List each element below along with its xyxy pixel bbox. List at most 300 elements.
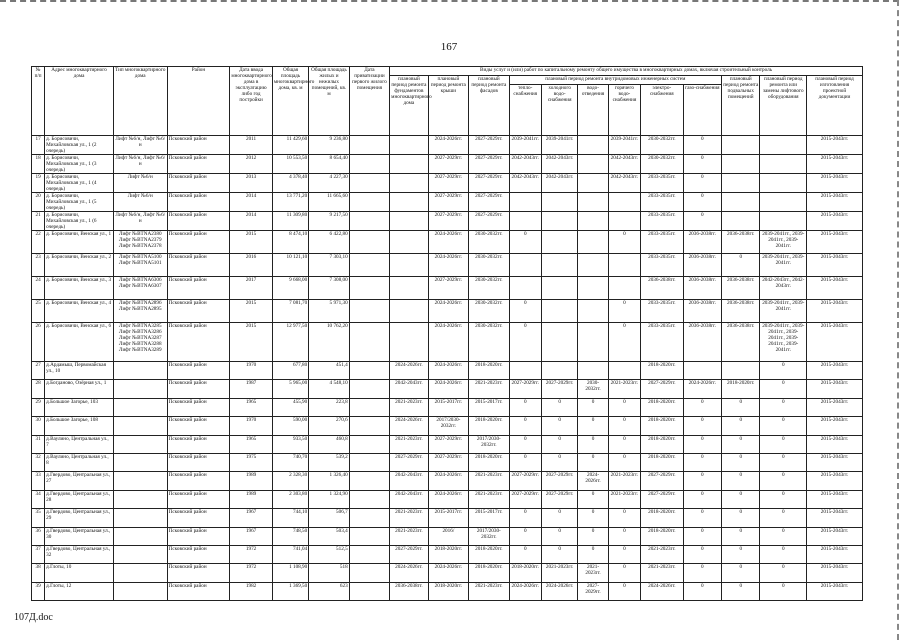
cell-total: 744,10 <box>272 509 308 527</box>
cell-total: 8 474,10 <box>272 231 308 254</box>
cell-priv <box>349 323 389 362</box>
cell-heat: 0 <box>509 545 541 563</box>
table-row <box>32 300 863 323</box>
cell-roof: 2024-2026гг. <box>428 380 468 398</box>
cell-proj: 2015-2043гг. <box>807 380 863 398</box>
cell-base: 2036-2038гг. <box>722 277 760 300</box>
cell-sewer: 0 <box>578 509 608 527</box>
cell-year: 2011 <box>230 136 273 155</box>
table-row <box>32 277 863 300</box>
cell-heat <box>509 254 541 277</box>
cell-facade: 2021-2023гг. <box>469 490 509 508</box>
table-row <box>32 527 863 545</box>
cell-district: Псковский район <box>167 362 230 380</box>
cell-base <box>722 212 760 231</box>
cell-living: 9 236,80 <box>309 136 349 155</box>
cell-gas: 0 <box>683 490 721 508</box>
cell-living: 1 324,90 <box>309 490 349 508</box>
cell-hot: 2042-2043гг. <box>608 174 640 193</box>
cell-no: 28 <box>32 380 45 398</box>
cell-facade: 2021-2023гг. <box>469 472 509 490</box>
cell-address: д. Борисовичи, Венская ул., 1 <box>45 231 114 254</box>
cell-gas: 0 <box>683 193 721 212</box>
cell-year: 2017 <box>230 277 273 300</box>
cell-year: 1972 <box>230 545 273 563</box>
cell-priv <box>349 277 389 300</box>
cell-proj: 2015-2043гг. <box>807 193 863 212</box>
col-cold-water-header: холодного водо-снабжения <box>541 85 577 136</box>
cell-base: 0 <box>722 582 760 600</box>
cell-elec: 2021-2023гг. <box>641 564 684 582</box>
cell-elec: 2033-2035гг. <box>641 254 684 277</box>
cell-sewer <box>578 193 608 212</box>
cell-cold <box>541 362 577 380</box>
cell-priv <box>349 193 389 212</box>
cell-proj: 2015-2043гг. <box>807 490 863 508</box>
cell-proj: 2015-2043гг. <box>807 300 863 323</box>
col-elevator-header: плановый период ремонта или замены лифтового оборудования <box>760 76 807 136</box>
cell-lift: 2042-2043гг., 2042-2043гг. <box>760 277 807 300</box>
cell-address: д.Глоты, 12 <box>45 582 114 600</box>
cell-facade: 2027-2029гг. <box>469 174 509 193</box>
cell-type <box>113 435 167 453</box>
cell-heat: 2027-2029гг. <box>509 380 541 398</box>
cell-living: 5 971,30 <box>309 300 349 323</box>
cell-district: Псковский район <box>167 435 230 453</box>
cell-elec: 2036-2038гг. <box>641 277 684 300</box>
cell-base: 0 <box>722 490 760 508</box>
cell-district: Псковский район <box>167 231 230 254</box>
cell-elec: 2018-2020гг. <box>641 527 684 545</box>
cell-lift: 0 <box>760 582 807 600</box>
cell-proj: 2015-2043гг. <box>807 323 863 362</box>
cell-base: 0 <box>722 527 760 545</box>
cell-living: 518 <box>309 564 349 582</box>
cell-address: д.Гвердово, Центральная ул., 30 <box>45 527 114 545</box>
cell-found <box>390 231 428 254</box>
cell-sewer <box>578 323 608 362</box>
cell-lift: 2039-2041гг., 2039-2041гг., 2039-2041гг. <box>760 231 807 254</box>
cell-address: д.Богданово, Озёрная ул., 1 <box>45 380 114 398</box>
cell-heat <box>509 193 541 212</box>
cell-district: Псковский район <box>167 155 230 174</box>
cell-sewer <box>578 212 608 231</box>
cell-elec: 2018-2020гг. <box>641 417 684 435</box>
cell-cold: 2042-2043гг. <box>541 174 577 193</box>
cell-total: 10 553,50 <box>272 155 308 174</box>
cell-facade: 2018-2020гг. <box>469 564 509 582</box>
cell-lift: 0 <box>760 527 807 545</box>
cell-living: 9 217,50 <box>309 212 349 231</box>
cell-address: д.Гвердово, Центральная ул., 27 <box>45 472 114 490</box>
cell-hot: 2021-2023гг. <box>608 380 640 398</box>
cell-year: 1987 <box>230 380 273 398</box>
capital-repair-table <box>31 66 863 601</box>
cell-found: 2021-2023гг. <box>390 398 428 416</box>
cell-base: 0 <box>722 398 760 416</box>
cell-district: Псковский район <box>167 193 230 212</box>
cell-proj: 2015-2043гг. <box>807 254 863 277</box>
cell-facade: 2018-2020гг. <box>469 362 509 380</box>
cell-priv <box>349 582 389 600</box>
cell-year: 1975 <box>230 453 273 471</box>
cell-district: Псковский район <box>167 277 230 300</box>
cell-living: 506,7 <box>309 509 349 527</box>
cell-hot: 2021-2023гг. <box>608 472 640 490</box>
cell-roof: 2024-2026гг. <box>428 231 468 254</box>
cell-facade: 2021-2023гг. <box>469 380 509 398</box>
cell-roof: 2024-2026гг. <box>428 323 468 362</box>
cell-heat: 2024-2026гг. <box>509 582 541 600</box>
col-electric-header: электро-снабжения <box>641 85 684 136</box>
cell-sewer <box>578 300 608 323</box>
cell-proj: 2015-2043гг. <box>807 231 863 254</box>
cell-base: 0 <box>722 509 760 527</box>
table-row <box>32 582 863 600</box>
cell-priv <box>349 564 389 582</box>
cell-priv <box>349 231 389 254</box>
cell-year: 1970 <box>230 417 273 435</box>
cell-district: Псковский район <box>167 472 230 490</box>
cell-roof: 2015-2017гг. <box>428 509 468 527</box>
cell-facade: 2030-2032гг. <box>469 277 509 300</box>
cell-elec: 2027-2029гг. <box>641 380 684 398</box>
cell-hot <box>608 212 640 231</box>
col-no-header: № п/п <box>32 67 45 136</box>
cell-roof: 2024-2026гг. <box>428 254 468 277</box>
cell-facade: 2030-2032гг. <box>469 323 509 362</box>
cell-priv <box>349 362 389 380</box>
cell-heat: 0 <box>509 300 541 323</box>
cell-cold: 2021-2023гг. <box>541 564 577 582</box>
cell-gas: 0 <box>683 174 721 193</box>
cell-heat: 0 <box>509 509 541 527</box>
cell-lift: 2039-2041гг., 2039-2041гг. <box>760 254 807 277</box>
cell-heat: 0 <box>509 417 541 435</box>
cell-type <box>113 380 167 398</box>
cell-heat: 2027-2029гг. <box>509 490 541 508</box>
cell-proj: 2015-2043гг. <box>807 472 863 490</box>
cell-hot: 0 <box>608 527 640 545</box>
cell-gas: 0 <box>683 136 721 155</box>
cell-priv <box>349 545 389 563</box>
cell-type: Лифт №BTNA6306 Лифт №BTNA6307 <box>113 277 167 300</box>
table-row <box>32 398 863 416</box>
cell-cold: 2027-2029гг. <box>541 490 577 508</box>
cell-roof: 2015-2017гг. <box>428 398 468 416</box>
cell-heat: 2018-2020гг. <box>509 564 541 582</box>
cell-district: Псковский район <box>167 417 230 435</box>
cell-cold: 2027-2029гг. <box>541 380 577 398</box>
cell-hot <box>608 193 640 212</box>
col-foundation-header: плановый период ремонта фундаментов многоквартирного дома <box>390 76 428 136</box>
col-type-header: Тип многоквартирного дома <box>113 67 167 136</box>
cell-no: 29 <box>32 398 45 416</box>
cell-gas: 2036-2038гг. <box>683 277 721 300</box>
cell-priv <box>349 435 389 453</box>
cell-total: 2 303,80 <box>272 490 308 508</box>
cell-type <box>113 509 167 527</box>
cell-elec: 2027-2029гг. <box>641 490 684 508</box>
cell-elec: 2033-2035гг. <box>641 193 684 212</box>
cell-type <box>113 398 167 416</box>
cell-district: Псковский район <box>167 212 230 231</box>
cell-heat: 0 <box>509 453 541 471</box>
cell-gas: 0 <box>683 398 721 416</box>
cell-priv <box>349 174 389 193</box>
cell-type: Лифт №6/н <box>113 193 167 212</box>
cell-cold <box>541 277 577 300</box>
table-row <box>32 323 863 362</box>
cell-living: 7 303,10 <box>309 254 349 277</box>
cell-hot: 0 <box>608 564 640 582</box>
cell-proj: 2015-2043гг. <box>807 155 863 174</box>
cell-hot: 0 <box>608 300 640 323</box>
cell-address: д. Борисовичи, Михайловская ул., 1 (2 очередь) <box>45 136 114 155</box>
cell-total: 455,90 <box>272 398 308 416</box>
cell-facade: 2027-2029гг. <box>469 193 509 212</box>
cell-cold <box>541 212 577 231</box>
table-row <box>32 155 863 174</box>
cell-heat: 0 <box>509 435 541 453</box>
cell-proj: 2015-2043гг. <box>807 545 863 563</box>
document-filename: 107Д.doc <box>14 612 53 623</box>
cell-lift <box>760 155 807 174</box>
cell-priv <box>349 417 389 435</box>
cell-elec: 2033-2035гг. <box>641 323 684 362</box>
cell-cold: 0 <box>541 417 577 435</box>
cell-found <box>390 323 428 362</box>
cell-year: 2014 <box>230 212 273 231</box>
cell-no: 36 <box>32 527 45 545</box>
cell-elec: 2033-2035гг. <box>641 174 684 193</box>
cell-gas: 2036-2038гг. <box>683 323 721 362</box>
cell-roof: 2027-2029гг. <box>428 155 468 174</box>
cell-base <box>722 136 760 155</box>
cell-total: 9 668,00 <box>272 277 308 300</box>
cell-hot <box>608 362 640 380</box>
cell-found <box>390 193 428 212</box>
cell-base <box>722 193 760 212</box>
cell-year: 1989 <box>230 472 273 490</box>
cell-proj: 2015-2043гг. <box>807 435 863 453</box>
cell-found: 2042-2043гг. <box>390 472 428 490</box>
cell-living: 8 654,40 <box>309 155 349 174</box>
cell-sewer: 2021-2023гг. <box>578 564 608 582</box>
cell-total: 2 328,30 <box>272 472 308 490</box>
cell-hot: 0 <box>608 398 640 416</box>
cell-heat: 0 <box>509 231 541 254</box>
cell-district: Псковский район <box>167 453 230 471</box>
cell-base: 2036-2038гг. <box>722 300 760 323</box>
cell-facade: 2030-2032гг. <box>469 254 509 277</box>
cell-proj: 2015-2043гг. <box>807 212 863 231</box>
cell-living: 539,2 <box>309 453 349 471</box>
cell-district: Псковский район <box>167 509 230 527</box>
col-roof-header: плановый период ремонта крыши <box>428 76 468 136</box>
cell-type: Лифт №BTNA2896 Лифт №BTNA2895 <box>113 300 167 323</box>
cell-living: 503,4 <box>309 527 349 545</box>
table-row <box>32 362 863 380</box>
cell-total: 12 977,50 <box>272 323 308 362</box>
cell-priv <box>349 398 389 416</box>
cell-base <box>722 362 760 380</box>
cell-facade: 2030-2032гг. <box>469 300 509 323</box>
cell-facade: 2015-2017гг. <box>469 509 509 527</box>
cell-priv <box>349 254 389 277</box>
cell-district: Псковский район <box>167 582 230 600</box>
cell-lift: 0 <box>760 490 807 508</box>
cell-type <box>113 362 167 380</box>
cell-gas: 0 <box>683 472 721 490</box>
cell-no: 37 <box>32 545 45 563</box>
cell-type <box>113 527 167 545</box>
page-right-edge <box>894 0 899 640</box>
cell-gas: 0 <box>683 435 721 453</box>
cell-roof: 2024-2026гг. <box>428 300 468 323</box>
cell-year: 2016 <box>230 254 273 277</box>
cell-base: 0 <box>722 254 760 277</box>
cell-roof: 2027-2029гг. <box>428 174 468 193</box>
cell-elec: 2033-2035гг. <box>641 212 684 231</box>
cell-proj: 2015-2043гг. <box>807 398 863 416</box>
cell-no: 17 <box>32 136 45 155</box>
cell-living: 6 422,80 <box>309 231 349 254</box>
cell-cold: 0 <box>541 527 577 545</box>
cell-elec: 2033-2035гг. <box>641 231 684 254</box>
cell-cold <box>541 323 577 362</box>
cell-district: Псковский район <box>167 545 230 563</box>
cell-no: 31 <box>32 435 45 453</box>
cell-no: 20 <box>32 193 45 212</box>
cell-living: 4 548,10 <box>309 380 349 398</box>
cell-cold: 2024-2026гг. <box>541 582 577 600</box>
cell-type: Лифт №BTNA5100 Лифт №BTNA5101 <box>113 254 167 277</box>
cell-year: 1989 <box>230 490 273 508</box>
cell-elec: 2018-2020гг. <box>641 362 684 380</box>
cell-elec: 2030-2032гг. <box>641 155 684 174</box>
cell-cold: 2042-2043гг. <box>541 155 577 174</box>
cell-proj: 2015-2043гг. <box>807 417 863 435</box>
cell-year: 1965 <box>230 398 273 416</box>
col-project-docs-header: плановый период изготовления проектной документации <box>807 76 863 136</box>
cell-type <box>113 545 167 563</box>
cell-lift: 0 <box>760 398 807 416</box>
cell-roof: 2024-2026гг. <box>428 362 468 380</box>
cell-no: 19 <box>32 174 45 193</box>
cell-lift: 0 <box>760 509 807 527</box>
cell-year: 2015 <box>230 323 273 362</box>
cell-gas: 2036-2038гг. <box>683 254 721 277</box>
cell-year: 1967 <box>230 509 273 527</box>
cell-sewer: 0 <box>578 435 608 453</box>
table-row <box>32 212 863 231</box>
table-body <box>32 136 863 601</box>
cell-heat <box>509 362 541 380</box>
cell-no: 32 <box>32 453 45 471</box>
cell-type: Лифт №6/н, Лифт №6/н <box>113 136 167 155</box>
cell-district: Псковский район <box>167 300 230 323</box>
cell-priv <box>349 300 389 323</box>
cell-hot: 0 <box>608 231 640 254</box>
cell-roof: 2027-2029гг. <box>428 277 468 300</box>
cell-sewer: 0 <box>578 417 608 435</box>
cell-heat: 0 <box>509 323 541 362</box>
cell-living: 460,8 <box>309 435 349 453</box>
cell-gas: 0 <box>683 564 721 582</box>
cell-lift: 0 <box>760 380 807 398</box>
col-gas-header: газо-снабжения <box>683 85 721 136</box>
cell-sewer <box>578 174 608 193</box>
cell-no: 39 <box>32 582 45 600</box>
cell-elec: 2033-2035гг. <box>641 300 684 323</box>
cell-hot: 2042-2043гг. <box>608 155 640 174</box>
cell-district: Псковский район <box>167 564 230 582</box>
cell-base: 2036-2038гг. <box>722 231 760 254</box>
cell-facade: 2027-2029гг. <box>469 136 509 155</box>
cell-living: 451,4 <box>309 362 349 380</box>
cell-heat: 2039-2041гг. <box>509 136 541 155</box>
cell-hot: 0 <box>608 545 640 563</box>
cell-no: 27 <box>32 362 45 380</box>
cell-found: 2024-2026гг. <box>390 362 428 380</box>
cell-base: 0 <box>722 435 760 453</box>
cell-type <box>113 564 167 582</box>
cell-roof: 2018-2020гг. <box>428 545 468 563</box>
cell-base: 0 <box>722 545 760 563</box>
cell-district: Псковский район <box>167 527 230 545</box>
table-row <box>32 435 863 453</box>
cell-living: 512,5 <box>309 545 349 563</box>
cell-total: 933,50 <box>272 435 308 453</box>
cell-found: 2021-2023гг. <box>390 435 428 453</box>
cell-address: д.Гвердово, Центральная ул., 32 <box>45 545 114 563</box>
engineering-systems-header: плановый период ремонта внутридомовых инженерных систем <box>509 76 721 85</box>
works-group-header: Виды услуг и (или) работ по капитальному ремонту общего имущества в многоквартирных домах, включая строительный контроль <box>390 67 863 76</box>
col-hot-water-header: горячего водо-снабжения <box>608 85 640 136</box>
cell-gas: 0 <box>683 453 721 471</box>
cell-found: 2021-2023гг. <box>390 527 428 545</box>
cell-lift <box>760 193 807 212</box>
cell-priv <box>349 490 389 508</box>
cell-type <box>113 453 167 471</box>
cell-no: 26 <box>32 323 45 362</box>
cell-district: Псковский район <box>167 174 230 193</box>
cell-sewer <box>578 155 608 174</box>
cell-priv <box>349 509 389 527</box>
cell-address: д.Гвердово, Центральная ул., 29 <box>45 509 114 527</box>
cell-hot: 2021-2023гг. <box>608 490 640 508</box>
cell-living: 7 308,00 <box>309 277 349 300</box>
cell-address: д. Борисовичи, Михайловская ул., 1 (4 очередь) <box>45 174 114 193</box>
table-row <box>32 417 863 435</box>
cell-elec: 2030-2032гг. <box>641 136 684 155</box>
cell-facade: 2017/2030-2032гг. <box>469 527 509 545</box>
cell-found: 2027-2029гг. <box>390 545 428 563</box>
cell-total: 741,04 <box>272 545 308 563</box>
cell-lift <box>760 174 807 193</box>
cell-gas: 0 <box>683 545 721 563</box>
cell-cold: 0 <box>541 509 577 527</box>
cell-cold <box>541 193 577 212</box>
cell-sewer: 0 <box>578 398 608 416</box>
cell-gas: 2036-2038гг. <box>683 300 721 323</box>
cell-priv <box>349 453 389 471</box>
col-total-area-header: Общая площадь многоквартирного дома, кв. м <box>272 67 308 136</box>
cell-found: 2027-2029гг. <box>390 453 428 471</box>
cell-lift: 0 <box>760 472 807 490</box>
cell-base: 2036-2038гг. <box>722 323 760 362</box>
